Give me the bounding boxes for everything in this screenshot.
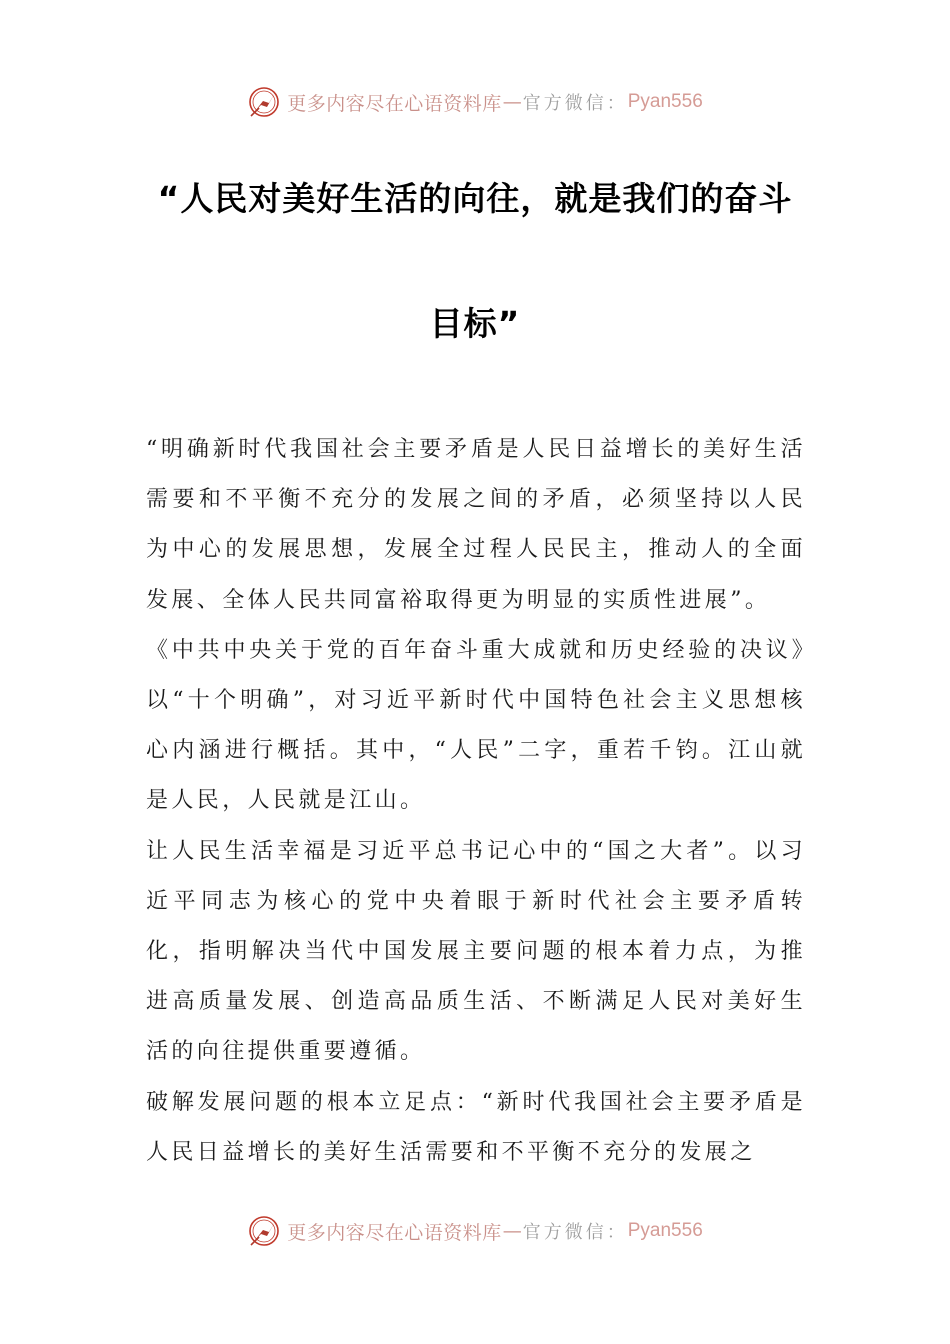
footer-watermark — [0, 1211, 950, 1251]
pen-nib-logo-icon — [247, 1214, 281, 1248]
header-wechat-id: Pyan556 — [627, 91, 703, 112]
paragraph: 《中共中央关于党的百年奋斗重大成就和历史经验的决议》以“十个明确”，对习近平新时代中国特色社会主义思想核心内涵进行概括。其中，“人民”二字，重若千钧。江山就是人民，人民就是江山。 — [146, 637, 806, 814]
document-body — [146, 425, 806, 1178]
footer-site-name: 更多内容尽在心语资料库 — [287, 1221, 502, 1244]
footer-wechat-id: Pyan556 — [627, 1220, 703, 1241]
document-title-line-1: “人民对美好生活的向往，就是我们的奋斗 — [157, 179, 793, 218]
header-watermark — [0, 82, 950, 122]
pen-nib-logo-icon — [247, 85, 281, 119]
footer-wechat-label: 官方微信： — [522, 1222, 628, 1243]
header-site-name: 更多内容尽在心语资料库 — [287, 92, 502, 115]
paragraph: 破解发展问题的根本立足点：“新时代我国社会主要矛盾是人民日益增长的美好生活需要和不平衡不充分的发展之 — [146, 1089, 806, 1165]
document-title-line-2: 目标” — [429, 304, 521, 343]
paragraph: 让人民生活幸福是习近平总书记心中的“国之大者”。以习近平同志为核心的党中央着眼于新时代社会主要矛盾转化，指明解决当代中国发展主要问题的根本着力点，为推进高质量发展、创造高品质生活、不断满足人民对美好生活的向往提供重要遵循。 — [146, 838, 806, 1065]
header-separator: — — [502, 91, 522, 113]
paragraph: “明确新时代我国社会主要矛盾是人民日益增长的美好生活需要和不平衡不充分的发展之间的矛盾，必须坚持以人民为中心的发展思想，发展全过程人民民主，推动人的全面发展、全体人民共同富裕取得更为明显的实质性进展”。 — [146, 437, 806, 613]
header-wechat-label: 官方微信： — [522, 93, 628, 114]
footer-separator: — — [502, 1220, 522, 1242]
